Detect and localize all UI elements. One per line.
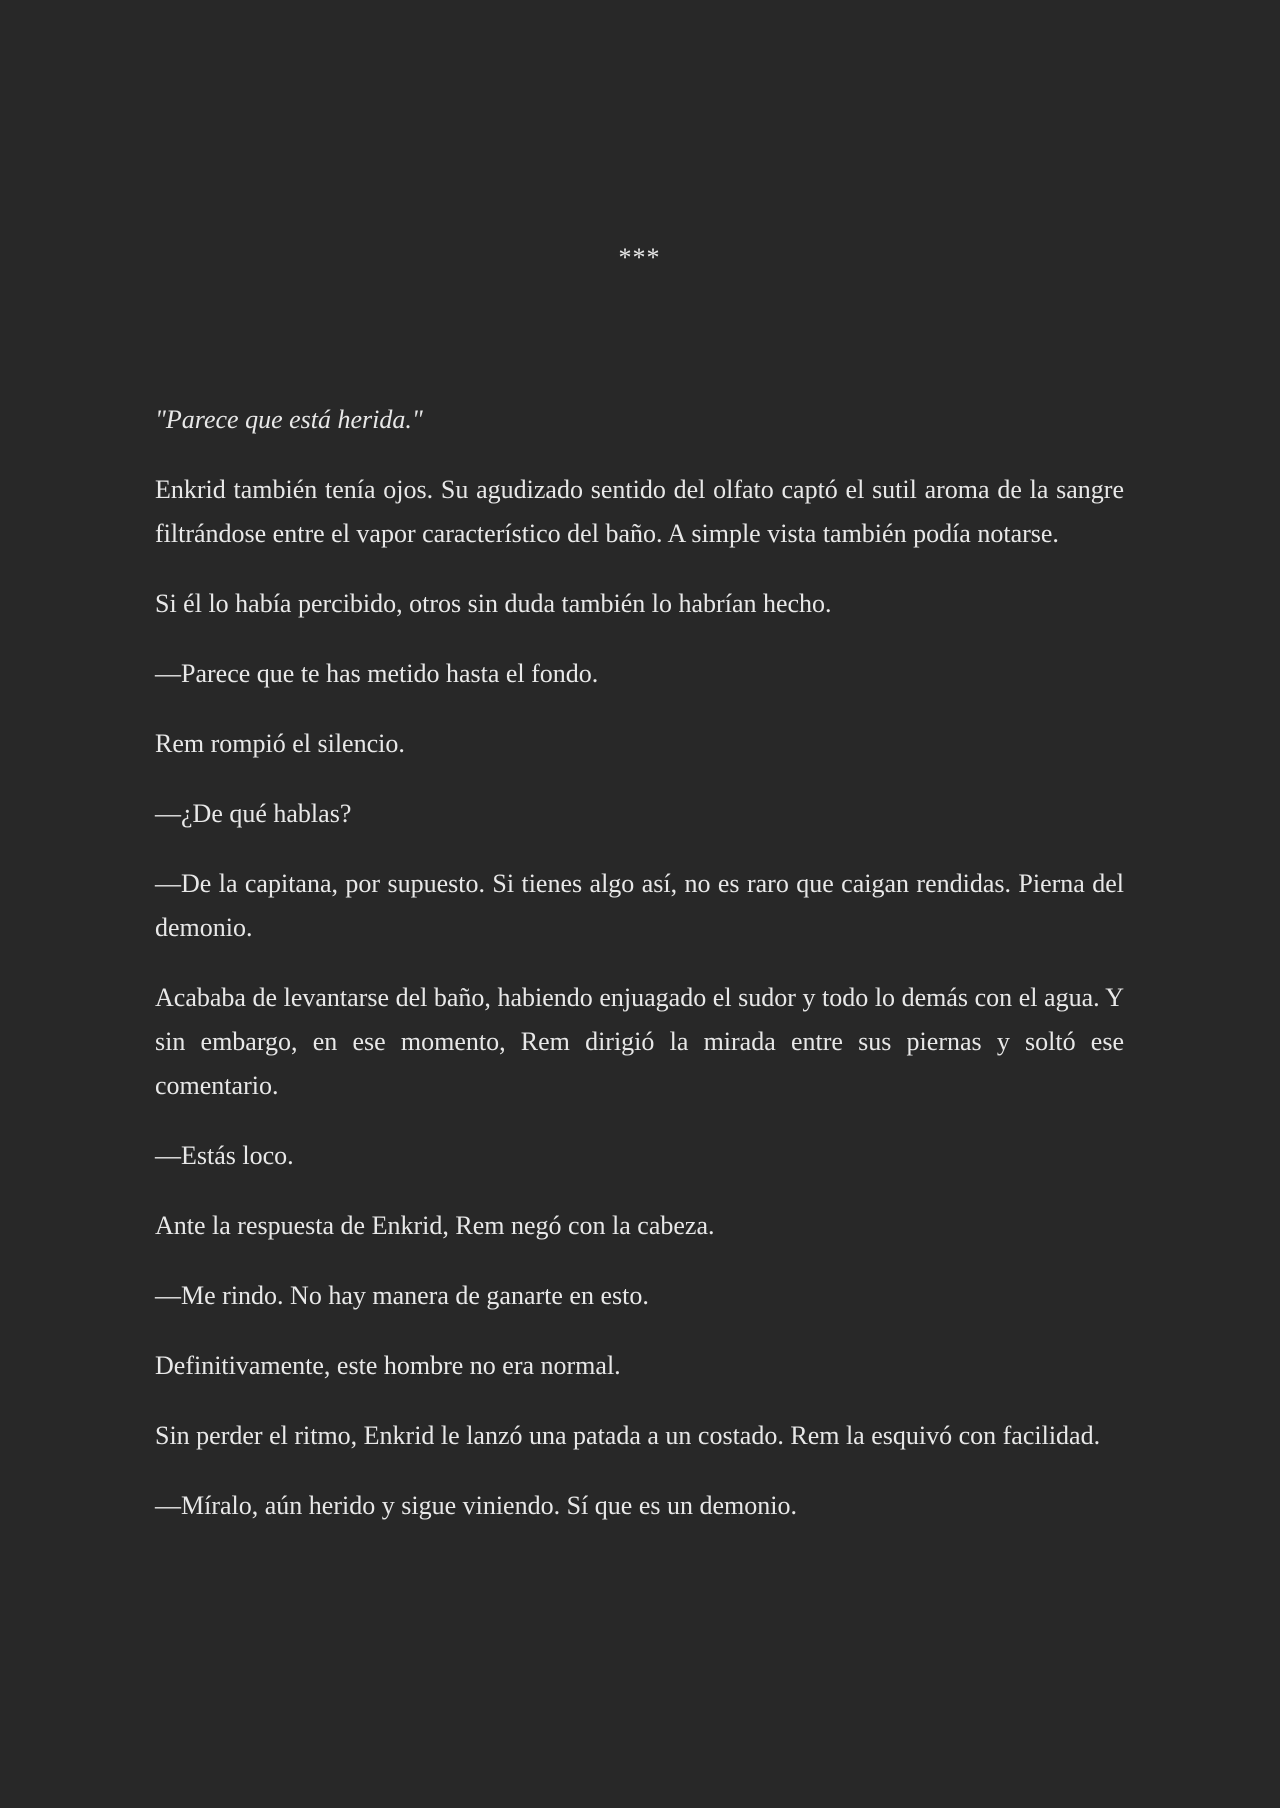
paragraph: "Parece que está herida." [155, 405, 423, 434]
paragraph: Si él lo había percibido, otros sin duda también lo habrían hecho. [155, 589, 832, 618]
scene-separator: *** [618, 243, 661, 272]
paragraph: —Estás loco. [155, 1141, 294, 1170]
paragraph: Ante la respuesta de Enkrid, Rem negó con la cabeza. [155, 1211, 715, 1240]
paragraph: Rem rompió el silencio. [155, 729, 405, 758]
paragraph: —Míralo, aún herido y sigue viniendo. Sí que es un demonio. [155, 1491, 797, 1520]
document-body [155, 398, 1124, 1554]
paragraph: Sin perder el ritmo, Enkrid le lanzó una patada a un costado. Rem la esquivó con facilidad. [155, 1421, 1101, 1450]
paragraph: Acababa de levantarse del baño, habiendo enjuagado el sudor y todo lo demás con el agua. Y sin embargo, en ese momento, Rem dirigió la mirada entre sus piernas y soltó ese comentario. [155, 983, 1124, 1100]
paragraph: —Parece que te has metido hasta el fondo. [155, 659, 599, 688]
paragraph: —¿De qué hablas? [155, 799, 352, 828]
paragraph: —De la capitana, por supuesto. Si tienes algo así, no es raro que caigan rendidas. Pierna del demonio. [155, 869, 1124, 942]
paragraph: —Me rindo. No hay manera de ganarte en esto. [155, 1281, 649, 1310]
paragraph: Enkrid también tenía ojos. Su agudizado sentido del olfato captó el sutil aroma de la sangre filtrándose entre el vapor característico del baño. A simple vista también podía notarse. [155, 475, 1124, 548]
paragraph: Definitivamente, este hombre no era normal. [155, 1351, 621, 1380]
